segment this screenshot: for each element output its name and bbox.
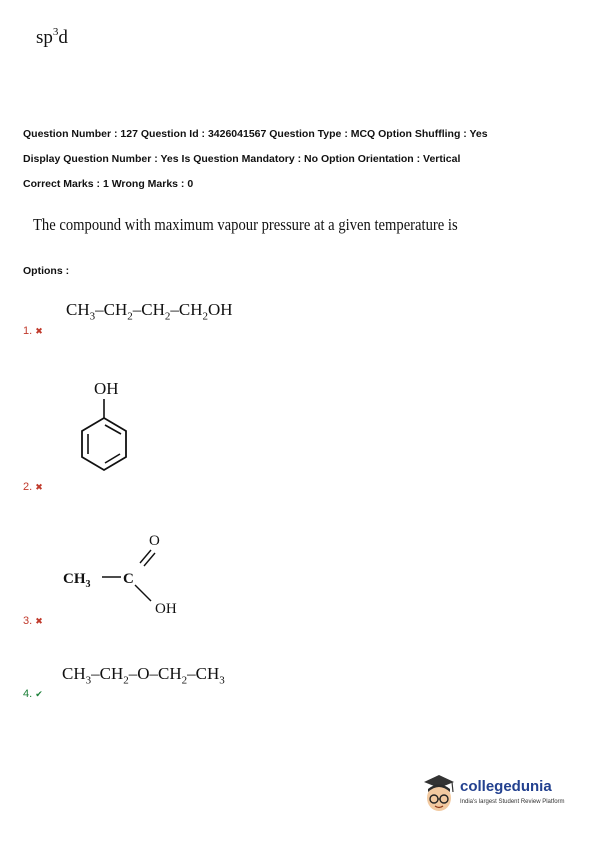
option-number-label: 1. xyxy=(23,325,33,337)
formula-sub: 3 xyxy=(219,674,225,687)
option-3-structure-acetic-acid xyxy=(55,525,195,620)
question-meta-line-1: Question Number : 127 Question Id : 3426041567 Question Type : MCQ Option Shuffling : Yes xyxy=(23,128,488,140)
previous-answer-tail: d xyxy=(58,27,68,48)
collegedunia-mascot-logo-icon xyxy=(420,772,458,816)
formula-part: CH xyxy=(66,300,90,319)
formula-sub: 2 xyxy=(123,674,129,687)
carbonyl-double-bond xyxy=(140,550,151,563)
formula-sub: 2 xyxy=(202,310,208,323)
question-meta-line-2: Display Question Number : Yes Is Question Mandatory : No Option Orientation : Vertical xyxy=(23,153,461,165)
option-4-number[interactable] xyxy=(23,688,43,700)
acid-oh-label: OH xyxy=(155,601,177,617)
option-3-number[interactable] xyxy=(23,615,43,627)
formula-sub: 2 xyxy=(181,674,188,687)
option-1-formula xyxy=(66,300,233,322)
brand-tagline: India's largest Student Review Platform xyxy=(460,799,565,805)
formula-part: CH xyxy=(62,664,86,683)
option-2-number[interactable] xyxy=(23,481,43,493)
formula-part: –CH xyxy=(91,664,124,683)
option-1-number[interactable] xyxy=(23,325,43,337)
previous-answer xyxy=(36,26,68,49)
carbon-label: C xyxy=(123,571,134,587)
previous-answer-sup: 3 xyxy=(52,26,59,38)
formula-part: OH xyxy=(208,300,233,319)
formula-part: –CH xyxy=(170,300,203,319)
formula-sub: 2 xyxy=(164,310,171,323)
option-number-label: 3. xyxy=(23,615,33,627)
carbonyl-o-label: O xyxy=(149,533,160,549)
option-4-formula xyxy=(62,664,225,686)
formula-part: –CH xyxy=(187,664,220,683)
phenol-oh-label: OH xyxy=(94,379,119,398)
brand-name: collegedunia xyxy=(460,778,552,795)
wrong-cross-icon: ✖ xyxy=(35,482,43,492)
formula-sub: 3 xyxy=(89,310,96,323)
formula-part: –O–CH xyxy=(128,664,182,683)
formula-part: –CH xyxy=(95,300,128,319)
correct-check-icon: ✔ xyxy=(35,689,43,699)
option-number-label: 2. xyxy=(23,481,33,493)
question-meta-line-3: Correct Marks : 1 Wrong Marks : 0 xyxy=(23,178,194,190)
formula-sub: 2 xyxy=(127,310,133,323)
wrong-cross-icon: ✖ xyxy=(35,326,43,336)
formula-sub: 3 xyxy=(85,674,92,687)
option-2-structure-phenol xyxy=(60,372,150,487)
option-number-label: 4. xyxy=(23,688,33,700)
options-label: Options : xyxy=(23,265,70,277)
previous-answer-base: sp xyxy=(36,27,53,48)
methyl-label: $CH_3$ xyxy=(63,571,91,590)
carbonyl-double-bond xyxy=(144,553,155,566)
wrong-cross-icon: ✖ xyxy=(35,616,43,626)
question-text: The compound with maximum vapour pressure at a given temperature is xyxy=(33,215,458,234)
formula-part: –CH xyxy=(132,300,165,319)
c-oh-bond xyxy=(135,585,151,601)
